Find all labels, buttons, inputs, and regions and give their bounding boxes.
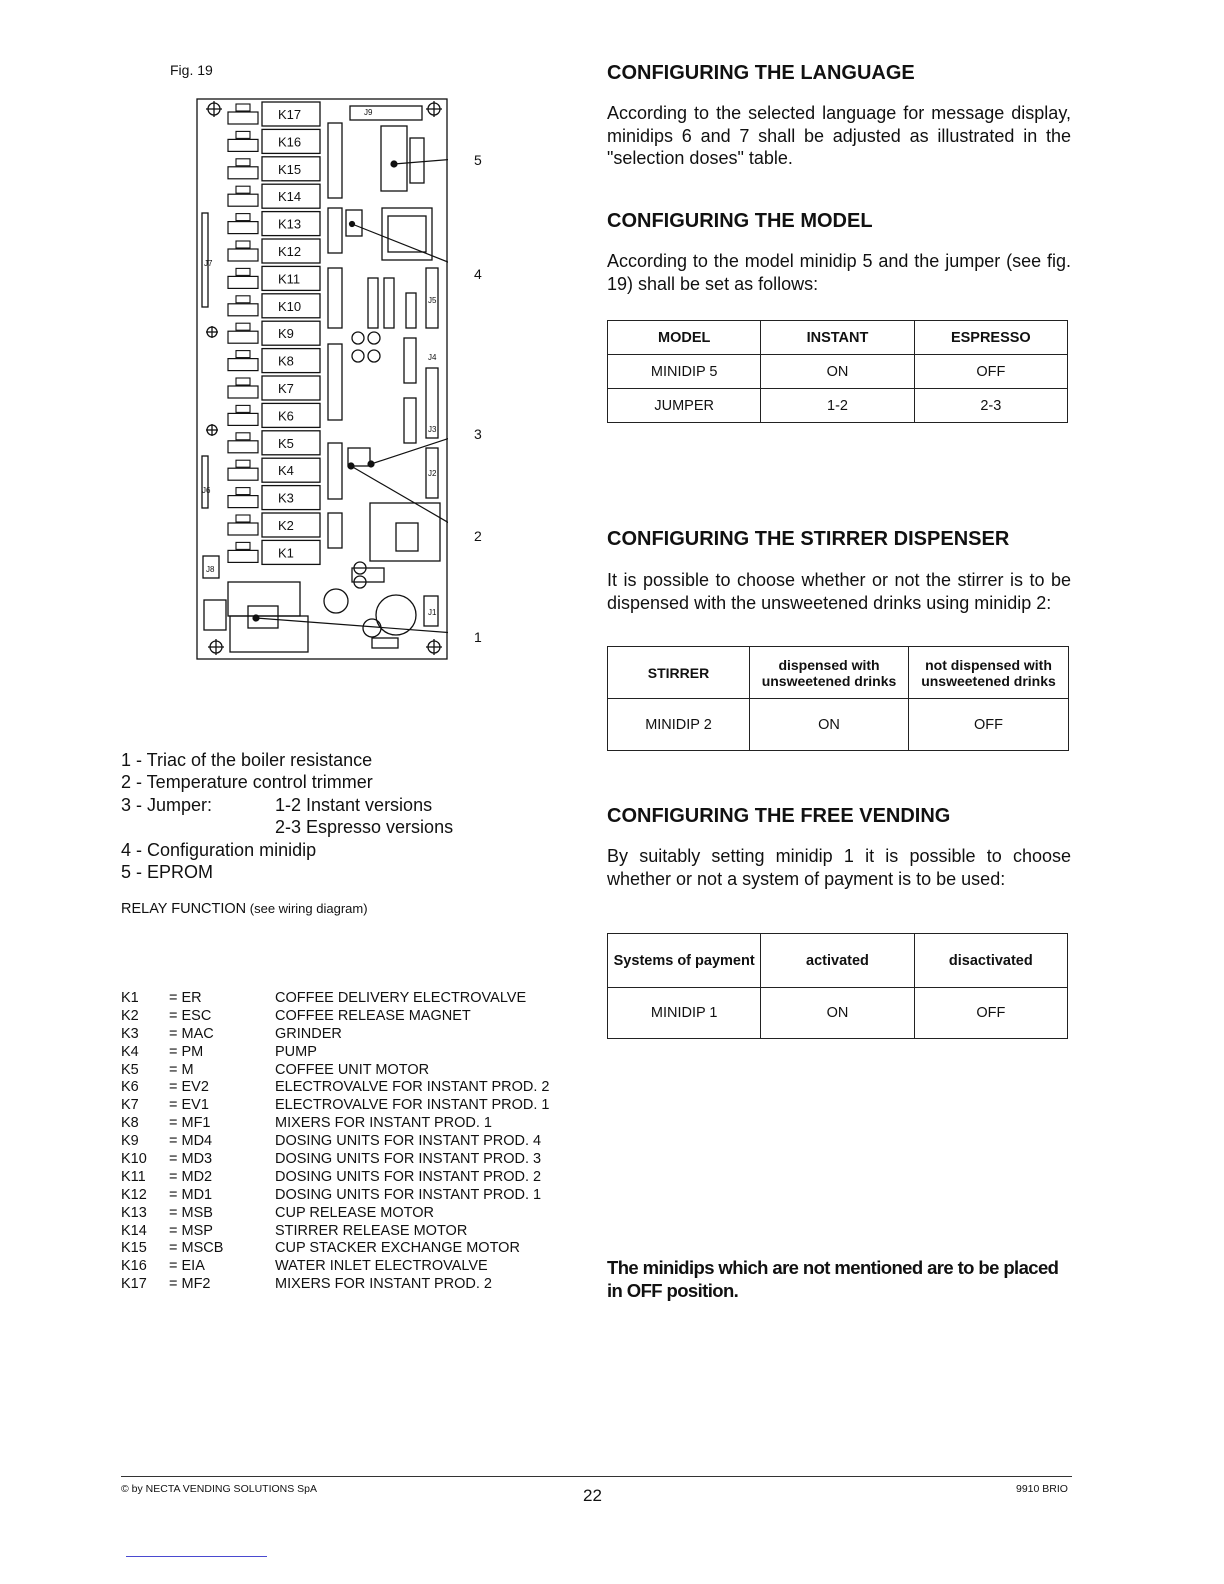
relay-resistor xyxy=(236,186,250,193)
relay-resistor xyxy=(236,241,250,248)
heading-model: CONFIGURING THE MODEL xyxy=(607,210,873,232)
relay-desc: MIXERS FOR INSTANT PROD. 1 xyxy=(275,1115,492,1132)
relay-diode xyxy=(228,139,258,151)
relay-row xyxy=(121,1079,549,1097)
relay-diode xyxy=(228,112,258,124)
relay-row xyxy=(121,1205,549,1223)
relay-label: K14 xyxy=(278,189,302,205)
table-header: dispensed with unsweetened drinks xyxy=(750,647,909,699)
relay-label: K6 xyxy=(278,408,294,424)
relay-desc: PUMP xyxy=(275,1043,317,1060)
callout-3: 3 xyxy=(474,426,482,442)
relay-desc: ELECTROVALVE FOR INSTANT PROD. 2 xyxy=(275,1079,550,1096)
relay-label: K10 xyxy=(278,298,302,314)
board-mark-j1: J1 xyxy=(428,608,437,617)
relay-row xyxy=(121,1008,549,1026)
table-header: not dispensed with unsweetened drinks xyxy=(909,647,1069,699)
relay-code: = MD3 xyxy=(169,1151,213,1168)
relay-k: K16 xyxy=(121,1258,147,1275)
relay-resistor xyxy=(236,104,250,111)
relay-label: K4 xyxy=(278,463,294,479)
relay-resistor xyxy=(236,296,250,303)
table-cell: MINIDIP 2 xyxy=(608,699,750,751)
relay-diode xyxy=(228,550,258,562)
relay-code: = MAC xyxy=(169,1025,214,1042)
table-cell: ON xyxy=(750,699,909,751)
relay-code: = EV1 xyxy=(169,1097,209,1114)
relay-k: K9 xyxy=(121,1133,139,1150)
board-mark-j8: J8 xyxy=(206,565,215,574)
table-header: disactivated xyxy=(914,934,1067,988)
model-table xyxy=(607,320,1068,423)
relay-resistor xyxy=(236,460,250,467)
table-header: ESPRESSO xyxy=(914,321,1067,355)
language-text: According to the selected language for message display, minidips 6 and 7 shall be adjusted as illustrated in the "selection doses" table. xyxy=(607,103,1071,168)
relay-code: = MF1 xyxy=(169,1115,211,1132)
relay-diode xyxy=(228,167,258,179)
relay-desc: STIRRER RELEASE MOTOR xyxy=(275,1222,468,1239)
relay-label: K7 xyxy=(278,381,294,396)
board-mark-j5: J5 xyxy=(428,296,437,305)
footer-rule xyxy=(126,1556,267,1557)
relay-code: = MD4 xyxy=(169,1133,213,1150)
board-mark-j6: J6 xyxy=(202,486,211,495)
relay-desc: DOSING UNITS FOR INSTANT PROD. 2 xyxy=(275,1168,542,1185)
relay-diode xyxy=(228,359,258,371)
table-cell: ON xyxy=(761,988,914,1039)
callout-5: 5 xyxy=(474,152,482,168)
relay-k: K8 xyxy=(121,1115,139,1132)
footer-divider xyxy=(121,1476,1072,1477)
relay-desc: DOSING UNITS FOR INSTANT PROD. 4 xyxy=(275,1133,542,1150)
relay-diode xyxy=(228,523,258,535)
table-header: MODEL xyxy=(608,321,761,355)
relay-row xyxy=(121,1133,549,1151)
relay-code: = ESC xyxy=(169,1007,212,1024)
relay-k: K7 xyxy=(121,1097,139,1114)
relay-function-list xyxy=(121,990,549,1294)
relay-desc: DOSING UNITS FOR INSTANT PROD. 1 xyxy=(275,1186,542,1203)
relay-code: = M xyxy=(169,1061,194,1078)
relay-diode xyxy=(228,386,258,398)
relay-resistor xyxy=(236,351,250,358)
relay-row xyxy=(121,1097,549,1115)
relay-code: = PM xyxy=(169,1043,204,1060)
table-cell: MINIDIP 1 xyxy=(608,988,761,1039)
board-mark-j3: J3 xyxy=(428,425,437,434)
table-header: INSTANT xyxy=(761,321,914,355)
relay-k: K6 xyxy=(121,1079,139,1096)
footer-copyright: © by NECTA VENDING SOLUTIONS SpA xyxy=(121,1483,318,1495)
legend-item: 1 - Triac of the boiler resistance xyxy=(121,750,373,770)
relay-k: K12 xyxy=(121,1186,147,1203)
minidip-note: The minidips which are not mentioned are to be placed in OFF position. xyxy=(607,1257,1059,1301)
relay-desc: DOSING UNITS FOR INSTANT PROD. 3 xyxy=(275,1151,542,1168)
board-mark-j2: J2 xyxy=(428,469,437,478)
figure-label: Fig. 19 xyxy=(170,62,213,78)
relay-row xyxy=(121,990,549,1008)
page-number: 22 xyxy=(583,1486,602,1505)
table-cell: OFF xyxy=(914,355,1067,389)
relay-diode xyxy=(228,304,258,316)
relay-diode xyxy=(228,413,258,425)
heading-stirrer: CONFIGURING THE STIRRER DISPENSER xyxy=(607,528,1010,550)
relay-row xyxy=(121,1223,549,1241)
relay-k: K17 xyxy=(121,1276,147,1293)
figure-legend xyxy=(121,749,453,883)
legend-item: 5 - EPROM xyxy=(121,861,214,882)
relay-resistor xyxy=(236,214,250,221)
relay-k: K4 xyxy=(121,1043,139,1060)
heading-language: CONFIGURING THE LANGUAGE xyxy=(607,62,915,84)
heading-free-vending: CONFIGURING THE FREE VENDING xyxy=(607,805,951,827)
relay-row xyxy=(121,1276,549,1294)
relay-k: K14 xyxy=(121,1222,147,1239)
relay-label: K1 xyxy=(278,545,294,561)
free-vending-table xyxy=(607,933,1068,1039)
relay-row xyxy=(121,1044,549,1062)
relay-desc: COFFEE DELIVERY ELECTROVALVE xyxy=(275,990,527,1006)
table-cell: 1-2 xyxy=(761,389,914,423)
relay-diode xyxy=(228,468,258,480)
relay-desc: COFFEE UNIT MOTOR xyxy=(275,1061,430,1078)
relay-label: K16 xyxy=(278,134,302,150)
relay-code: = MSP xyxy=(169,1222,213,1239)
legend-item: 2 - Temperature control trimmer xyxy=(121,772,373,793)
relay-row xyxy=(121,1062,549,1080)
relay-row xyxy=(121,1187,549,1205)
relay-diode xyxy=(228,441,258,453)
relay-label: K12 xyxy=(278,244,302,259)
relay-resistor xyxy=(236,515,250,522)
relay-code: = EV2 xyxy=(169,1079,209,1096)
table-cell: JUMPER xyxy=(608,389,761,423)
table-header: activated xyxy=(761,934,914,988)
free-vending-text: By suitably setting minidip 1 it is possible to choose whether or not a system of payment is to be used: xyxy=(607,846,1071,889)
board-mark-j4: J4 xyxy=(428,353,437,362)
relay-resistor xyxy=(236,405,250,412)
footer-doc-code: 9910 BRIO xyxy=(1016,1483,1068,1495)
stirrer-table xyxy=(607,646,1069,751)
legend-item: 2-3 Espresso versions xyxy=(275,817,454,838)
relay-label: K17 xyxy=(278,107,302,122)
relay-desc: COFFEE RELEASE MAGNET xyxy=(275,1007,471,1024)
relay-resistor xyxy=(236,488,250,495)
relay-desc: GRINDER xyxy=(275,1025,342,1042)
relay-label: K13 xyxy=(278,216,302,232)
relay-k: K3 xyxy=(121,1025,139,1042)
relay-desc: ELECTROVALVE FOR INSTANT PROD. 1 xyxy=(275,1097,550,1114)
board-mark-j9: J9 xyxy=(364,108,373,117)
table-cell: ON xyxy=(761,355,914,389)
relay-code: = MD1 xyxy=(169,1186,213,1203)
relay-desc: CUP STACKER EXCHANGE MOTOR xyxy=(275,1240,520,1257)
relay-k: K15 xyxy=(121,1240,147,1257)
relay-code: = MSCB xyxy=(169,1240,224,1257)
table-header: Systems of payment xyxy=(608,934,761,988)
callout-4: 4 xyxy=(474,266,482,282)
relay-diode xyxy=(228,496,258,508)
relay-label: K11 xyxy=(278,271,301,287)
table-cell: MINIDIP 5 xyxy=(608,355,761,389)
relay-diode xyxy=(228,276,258,288)
stirrer-text: It is possible to choose whether or not the stirrer is to be dispensed with the unsweetened drinks using minidip 2: xyxy=(607,570,1071,613)
relay-resistor xyxy=(236,159,250,166)
relay-code: = EIA xyxy=(169,1258,205,1275)
table-cell: OFF xyxy=(914,988,1067,1039)
callout-1: 1 xyxy=(474,629,482,645)
relay-desc: WATER INLET ELECTROVALVE xyxy=(275,1258,488,1275)
relay-resistor xyxy=(236,542,250,549)
relay-resistor xyxy=(236,131,250,138)
relay-k: K2 xyxy=(121,1007,139,1024)
relay-function-title: RELAY FUNCTION (see wiring diagram) xyxy=(121,901,368,917)
circuit-board-diagram xyxy=(196,98,448,660)
relay-label: K3 xyxy=(278,490,294,506)
relay-row xyxy=(121,1151,549,1169)
relay-row xyxy=(121,1115,549,1133)
relay-resistor xyxy=(236,433,250,440)
legend-item: 3 - Jumper: 1-2 Instant versions xyxy=(121,794,433,815)
relay-diode xyxy=(228,249,258,261)
relay-diode xyxy=(228,222,258,234)
relay-resistor xyxy=(236,268,250,275)
relay-k: K13 xyxy=(121,1204,147,1221)
relay-k: K5 xyxy=(121,1061,139,1078)
relay-row xyxy=(121,1169,549,1187)
relay-desc: MIXERS FOR INSTANT PROD. 2 xyxy=(275,1276,492,1293)
callout-2: 2 xyxy=(474,528,482,544)
relay-code: = MF2 xyxy=(169,1276,211,1293)
relay-row xyxy=(121,1026,549,1044)
relay-desc: CUP RELEASE MOTOR xyxy=(275,1204,435,1221)
relay-row xyxy=(121,1240,549,1258)
relay-label: K5 xyxy=(278,435,294,451)
board-mark-j7: J7 xyxy=(204,259,213,268)
relay-label: K8 xyxy=(278,353,294,369)
relay-row xyxy=(121,1258,549,1276)
relay-code: = MSB xyxy=(169,1204,213,1221)
relay-label: K9 xyxy=(278,326,294,342)
table-cell: 2-3 xyxy=(914,389,1067,423)
relay-code: = MD2 xyxy=(169,1168,213,1185)
relay-label: K15 xyxy=(278,161,302,177)
relay-resistor xyxy=(236,378,250,385)
relay-k: K10 xyxy=(121,1151,147,1168)
relay-k: K11 xyxy=(121,1168,146,1185)
relay-k: K1 xyxy=(121,990,139,1006)
table-cell: OFF xyxy=(909,699,1069,751)
table-header: STIRRER xyxy=(608,647,750,699)
relay-resistor xyxy=(236,323,250,330)
model-text: According to the model minidip 5 and the jumper (see fig. 19) shall be set as follows: xyxy=(607,251,1071,294)
relay-label: K2 xyxy=(278,518,294,533)
relay-diode xyxy=(228,194,258,206)
relay-diode xyxy=(228,331,258,343)
relay-code: = ER xyxy=(169,990,202,1006)
legend-item: 4 - Configuration minidip xyxy=(121,839,317,860)
